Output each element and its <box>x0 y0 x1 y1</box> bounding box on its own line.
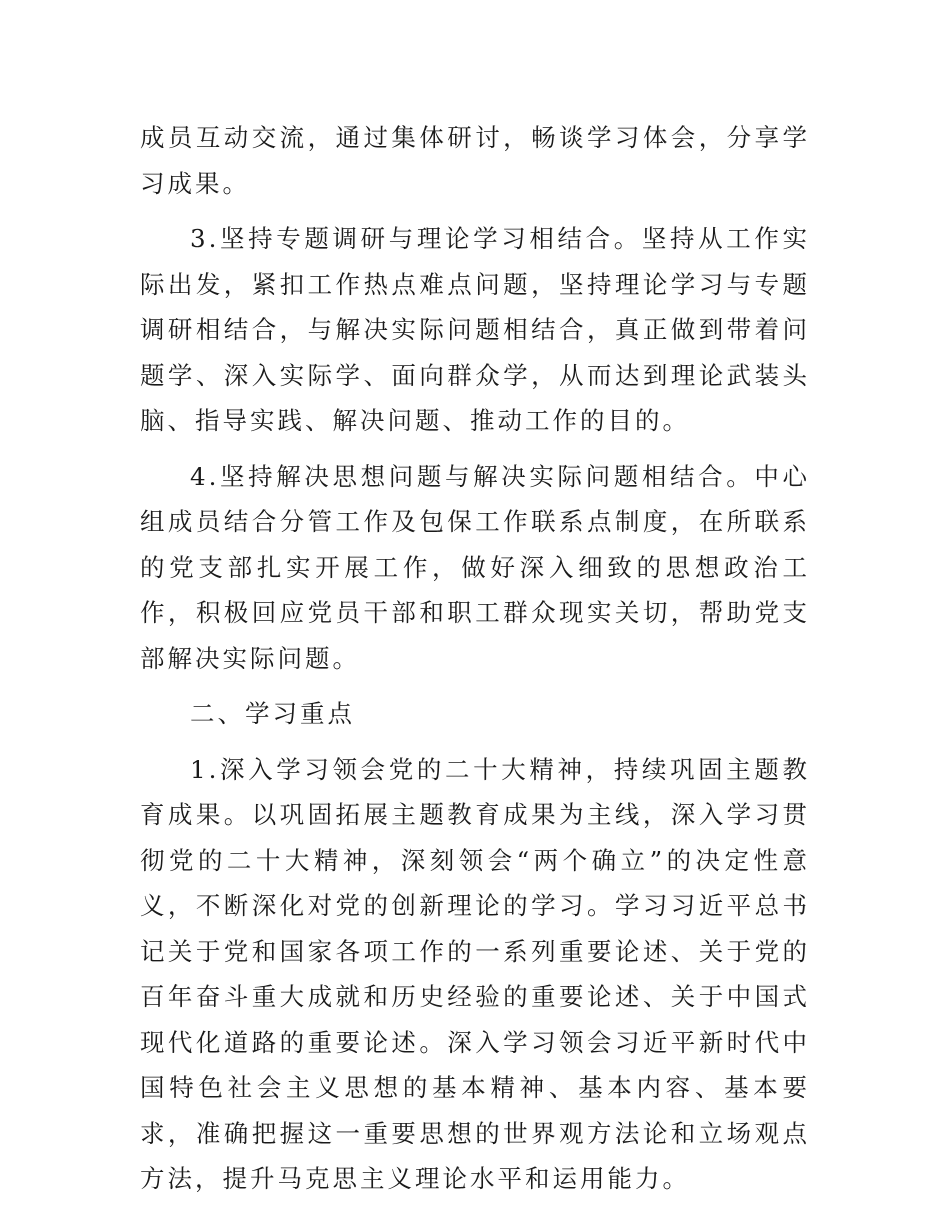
section-heading-study-focus: 二、学习重点 <box>190 699 355 728</box>
paragraph-focus-item-1: 1.深入学习领会党的二十大精神，持续巩固主题教育成果。以巩固拓展主题教育成果为主线，深入学习贯彻党的二十大精神，深刻领会“两个确立”的决定性意义，不断深化对党的创新理论的学习。学习习近平总书记关于党和国家各项工作的一系列重要论述、关于党的百年奋斗重大成就和历史经验的重要论述、关于中国式现代化道路的重要论述。深入学习领会习近平新时代中国特色社会主义思想的基本精神、基本内容、基本要求，准确把握这一重要思想的世界观方法论和立场观点方法，提升马克思主义理论水平和运用能力。 <box>140 754 810 1193</box>
paragraph-item-4: 4.坚持解决思想问题与解决实际问题相结合。中心组成员结合分管工作及包保工作联系点制度，在所联系的党支部扎实开展工作，做好深入细致的思想政治工作，积极回应党员干部和职工群众现实关切，帮助党支部解决实际问题。 <box>140 461 810 673</box>
document-body <box>140 115 810 1212</box>
paragraph-item-3: 3.坚持专题调研与理论学习相结合。坚持从工作实际出发，紧扣工作热点难点问题，坚持理论学习与专题调研相结合，与解决实际问题相结合，真正做到带着问题学、深入实际学、面向群众学，从而达到理论武装头脑、指导实践、解决问题、推动工作的目的。 <box>140 224 810 435</box>
paragraph-continuation: 成员互动交流，通过集体研讨，畅谈学习体会，分享学习成果。 <box>140 123 810 198</box>
